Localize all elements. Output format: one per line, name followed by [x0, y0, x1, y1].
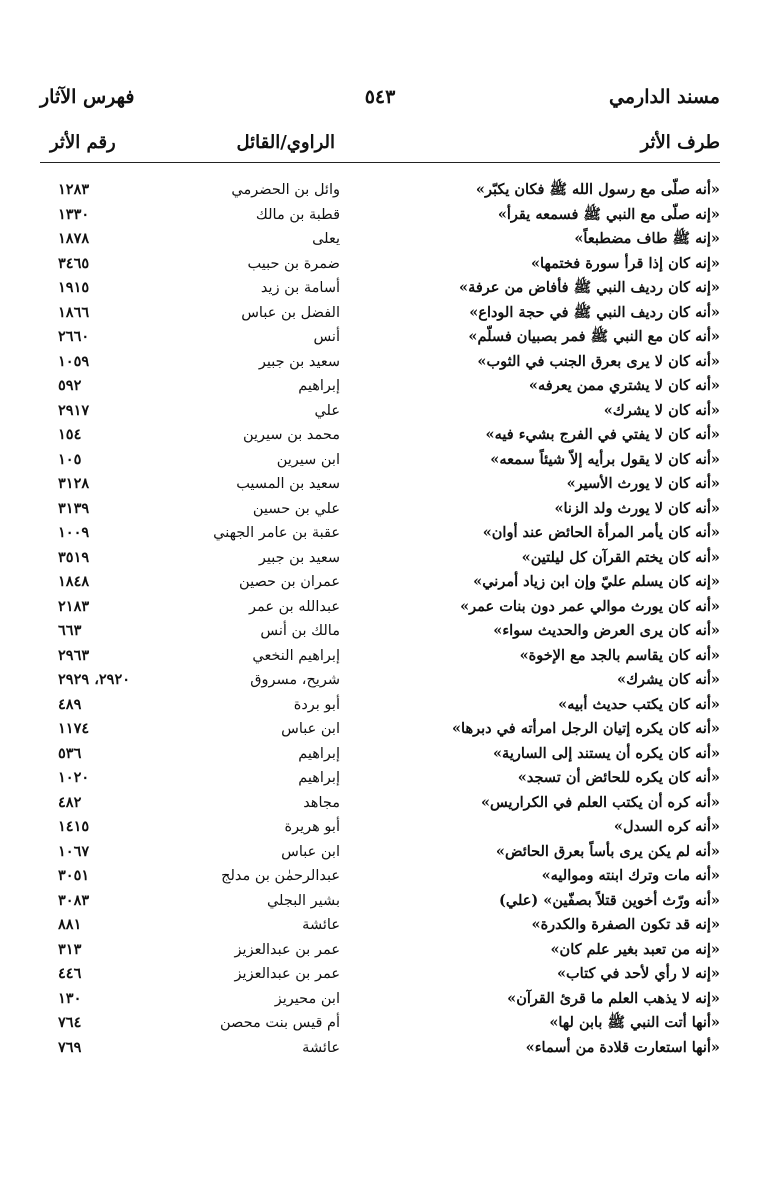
narrator: أسامة بن زيد: [260, 280, 340, 296]
athar-text: «إنه من تعبد بغير علم كان»: [550, 940, 720, 958]
book-title: مسند الدارمي: [609, 86, 720, 108]
header-divider: [40, 162, 720, 163]
athar-number: ١١٧٤: [58, 720, 90, 737]
narrator: عائشة: [302, 1039, 340, 1056]
table-row: [40, 962, 720, 987]
table-row: [40, 766, 720, 791]
athar-number: ٤٨٢: [58, 793, 82, 811]
athar-text: «أنه كره أن يكتب العلم في الكراريس»: [480, 793, 720, 811]
athar-number: ٣٤٦٥: [58, 254, 90, 272]
narrator: يعلى: [312, 231, 340, 247]
athar-text: «أنه كان يكره أن يستند إلى السارية»: [492, 744, 720, 762]
athar-text: «أنه كان لا يشرك»: [603, 401, 720, 419]
column-header-number: رقم الأثر: [50, 132, 116, 153]
column-header-narrator: الراوي/القائل: [236, 132, 335, 153]
table-row: [40, 987, 720, 1012]
athar-text: «إنه ﷺ طاف مضطبعاً»: [574, 230, 720, 247]
narrator: أم قيس بنت محصن: [219, 1015, 340, 1031]
table-row: [40, 595, 720, 620]
athar-number: ٣١٣٩: [58, 499, 90, 517]
narrator: إبراهيم: [298, 770, 340, 786]
athar-number: ١٤١٥: [58, 818, 90, 835]
table-row: [40, 742, 720, 767]
athar-text: «أنه كان لا يورث الأسير»: [566, 475, 720, 492]
narrator: ابن سيرين: [276, 451, 340, 468]
table-row: [40, 791, 720, 816]
athar-number: ٢١٨٣: [58, 597, 90, 615]
athar-number: ٣٠٥١: [58, 867, 90, 884]
table-row: [40, 913, 720, 938]
athar-text: «أنه كان يورث موالي عمر دون بنات عمر»: [460, 597, 720, 615]
narrator: ابن محيريز: [274, 990, 340, 1007]
athar-number: ١٨٧٨: [58, 230, 90, 247]
athar-number: ١٣٣٠: [58, 205, 90, 223]
table-row: [40, 1036, 720, 1061]
narrator: ضمرة بن حبيب: [247, 255, 340, 272]
athar-text: «أنه لم يكن يرى بأساً بعرق الحائض»: [495, 842, 720, 860]
narrator: سعيد بن جبير: [258, 549, 340, 566]
table-row: [40, 815, 720, 840]
athar-text: «إنه لا رأي لأحد في كتاب»: [556, 965, 720, 982]
narrator: مالك بن أنس: [260, 623, 340, 639]
section-title: فهرس الآثار: [40, 86, 135, 108]
table-row: [40, 178, 720, 203]
narrator: إبراهيم النخعي: [252, 647, 340, 664]
athar-number: ١٠٥٩: [58, 352, 90, 370]
athar-text: «إنه قد تكون الصفرة والكدرة»: [531, 916, 720, 933]
table-row: [40, 840, 720, 865]
narrator: عمران بن حصين: [239, 574, 340, 590]
athar-number: ١٢٨٣: [58, 181, 90, 198]
narrator: أبو هريرة: [284, 819, 340, 835]
narrator: عقبة بن عامر الجهني: [213, 525, 340, 541]
athar-number: ٢٩١٧: [58, 401, 90, 419]
column-headers: [40, 132, 720, 158]
athar-number: ٣١٣: [58, 940, 82, 958]
table-row: [40, 864, 720, 889]
narrator: إبراهيم: [298, 745, 340, 762]
table-row: [40, 693, 720, 718]
athar-number: ٢٩٦٣: [58, 646, 90, 664]
table-row: [40, 668, 720, 693]
table-row: [40, 276, 720, 301]
running-head: [40, 86, 720, 116]
athar-number: ٧٦٩: [58, 1038, 82, 1056]
athar-number: ٥٣٦: [58, 744, 82, 762]
athar-number: ١٥٤: [58, 426, 82, 443]
narrator: ابن عباس: [281, 721, 340, 737]
athar-number: ٣١٢٨: [58, 475, 90, 492]
narrator: شريح، مسروق: [250, 672, 340, 688]
narrator: سعيد بن المسيب: [236, 476, 340, 492]
table-row: [40, 227, 720, 252]
table-row: [40, 301, 720, 326]
table-row: [40, 423, 720, 448]
athar-text: «إنه كان رديف النبي ﷺ فأفاض من عرفة»: [459, 279, 720, 296]
athar-text: «أنها أتت النبي ﷺ بابن لها»: [549, 1014, 720, 1031]
narrator: عمر بن عبدالعزيز: [234, 941, 340, 958]
page-number: ٥٤٣: [364, 86, 396, 108]
table-row: [40, 938, 720, 963]
narrator: مجاهد: [303, 794, 340, 811]
athar-text: «أنه كان لا يرى بعرق الجنب في الثوب»: [477, 352, 720, 370]
athar-text: «أنه كان يرى العرض والحديث سواء»: [493, 622, 720, 639]
narrator: عبدالله بن عمر: [249, 598, 340, 615]
table-row: [40, 350, 720, 375]
athar-text: «أنه مات وترك ابنته ومواليه»: [541, 867, 720, 884]
narrator: علي بن حسين: [252, 500, 340, 517]
athar-text: «إنه كان يسلم عليّ وإن ابن زياد أمرني»: [473, 573, 720, 590]
table-row: [40, 546, 720, 571]
athar-text: «أنه كان رديف النبي ﷺ في حجة الوداع»: [469, 303, 720, 321]
column-header-text: طرف الأثر: [640, 132, 720, 153]
athar-number: ٨٨١: [58, 916, 82, 933]
athar-number: ٤٤٦: [58, 965, 82, 982]
athar-number: ١٨٦٦: [58, 303, 90, 321]
table-row: [40, 717, 720, 742]
athar-number: ١٣٠: [58, 989, 82, 1007]
narrator: سعيد بن جبير: [258, 353, 340, 370]
athar-text: «أنه كان يشرك»: [617, 671, 720, 688]
narrator: محمد بن سيرين: [242, 427, 340, 443]
athar-text: «إنه لا يذهب العلم ما قرئ القرآن»: [507, 989, 720, 1007]
athar-text: «أنه كان يقاسم بالجد مع الإخوة»: [519, 646, 720, 664]
athar-number: ٣٥١٩: [58, 548, 90, 566]
table-row: [40, 399, 720, 424]
table-row: [40, 644, 720, 669]
table-row: [40, 1011, 720, 1036]
athar-text: «أنه كان لا يفتي في الفرج بشيء فيه»: [485, 426, 720, 443]
athar-text: «أنه كان مع النبي ﷺ فمر بصبيان فسلّم»: [468, 328, 720, 345]
narrator: أنس: [313, 329, 340, 345]
athar-text: «أنها استعارت قلادة من أسماء»: [525, 1038, 720, 1056]
athar-text: «أنه كان يكتب حديث أبيه»: [558, 695, 720, 713]
narrator: الفضل بن عباس: [241, 304, 340, 321]
index-table: [40, 178, 720, 1060]
narrator: عائشة: [302, 917, 340, 933]
table-row: [40, 325, 720, 350]
athar-number: ٧٦٤: [58, 1014, 82, 1031]
athar-text: «أنه كره السدل»: [613, 818, 720, 835]
athar-number: ١٠٥: [58, 450, 82, 468]
athar-text: «أنه كان يكره إتيان الرجل امرأته في دبرها»: [451, 720, 720, 737]
table-row: [40, 374, 720, 399]
athar-number: ٢٩٢٠، ٢٩٢٩: [58, 671, 131, 688]
narrator: ابن عباس: [281, 843, 340, 860]
narrator: علي: [314, 402, 340, 419]
table-row: [40, 521, 720, 546]
athar-text: «أنه صلّى مع رسول الله ﷺ فكان يكبّر»: [475, 181, 720, 198]
athar-number: ٢٦٦٠: [58, 328, 90, 345]
narrator: عبدالرحمٰن بن مدلج: [221, 868, 340, 884]
athar-number: ١٠٢٠: [58, 769, 90, 786]
athar-number: ٥٩٢: [58, 377, 82, 394]
table-row: [40, 570, 720, 595]
table-row: [40, 619, 720, 644]
narrator: وائل بن الحضرمي: [231, 182, 340, 198]
athar-number: ٤٨٩: [58, 695, 82, 713]
table-row: [40, 448, 720, 473]
athar-text: «أنه كان يأمر المرأة الحائض عند أوان»: [482, 524, 720, 541]
table-row: [40, 252, 720, 277]
athar-number: ١٠٦٧: [58, 842, 90, 860]
athar-text: «إنه كان إذا قرأ سورة فختمها»: [530, 254, 720, 272]
athar-text: «أنه كان لا يقول برأيه إلاّ شيئاً سمعه»: [490, 450, 720, 468]
table-row: [40, 203, 720, 228]
athar-text: «أنه كان يكره للحائض أن تسجد»: [517, 769, 720, 786]
narrator: إبراهيم: [298, 378, 340, 394]
athar-text: «أنه كان لا يشتري ممن يعرفه»: [528, 377, 720, 394]
athar-number: ١٩١٥: [58, 279, 90, 296]
narrator: عمر بن عبدالعزيز: [234, 966, 340, 982]
athar-text: «أنه ورّث أخوين قتلاً بصفّين» (علي): [499, 891, 720, 909]
athar-number: ١٨٤٨: [58, 573, 90, 590]
table-row: [40, 472, 720, 497]
narrator: قطبة بن مالك: [255, 206, 340, 223]
athar-number: ١٠٠٩: [58, 524, 90, 541]
table-row: [40, 497, 720, 522]
athar-number: ٣٠٨٣: [58, 891, 90, 909]
athar-text: «إنه صلّى مع النبي ﷺ فسمعه يقرأ»: [497, 205, 720, 223]
narrator: أبو بردة: [293, 696, 340, 713]
table-row: [40, 889, 720, 914]
narrator: بشير البجلي: [266, 892, 340, 909]
athar-number: ٦٦٣: [58, 622, 82, 639]
athar-text: «أنه كان يختم القرآن كل ليلتين»: [521, 548, 720, 566]
athar-text: «أنه كان لا يورث ولد الزنا»: [554, 499, 720, 517]
